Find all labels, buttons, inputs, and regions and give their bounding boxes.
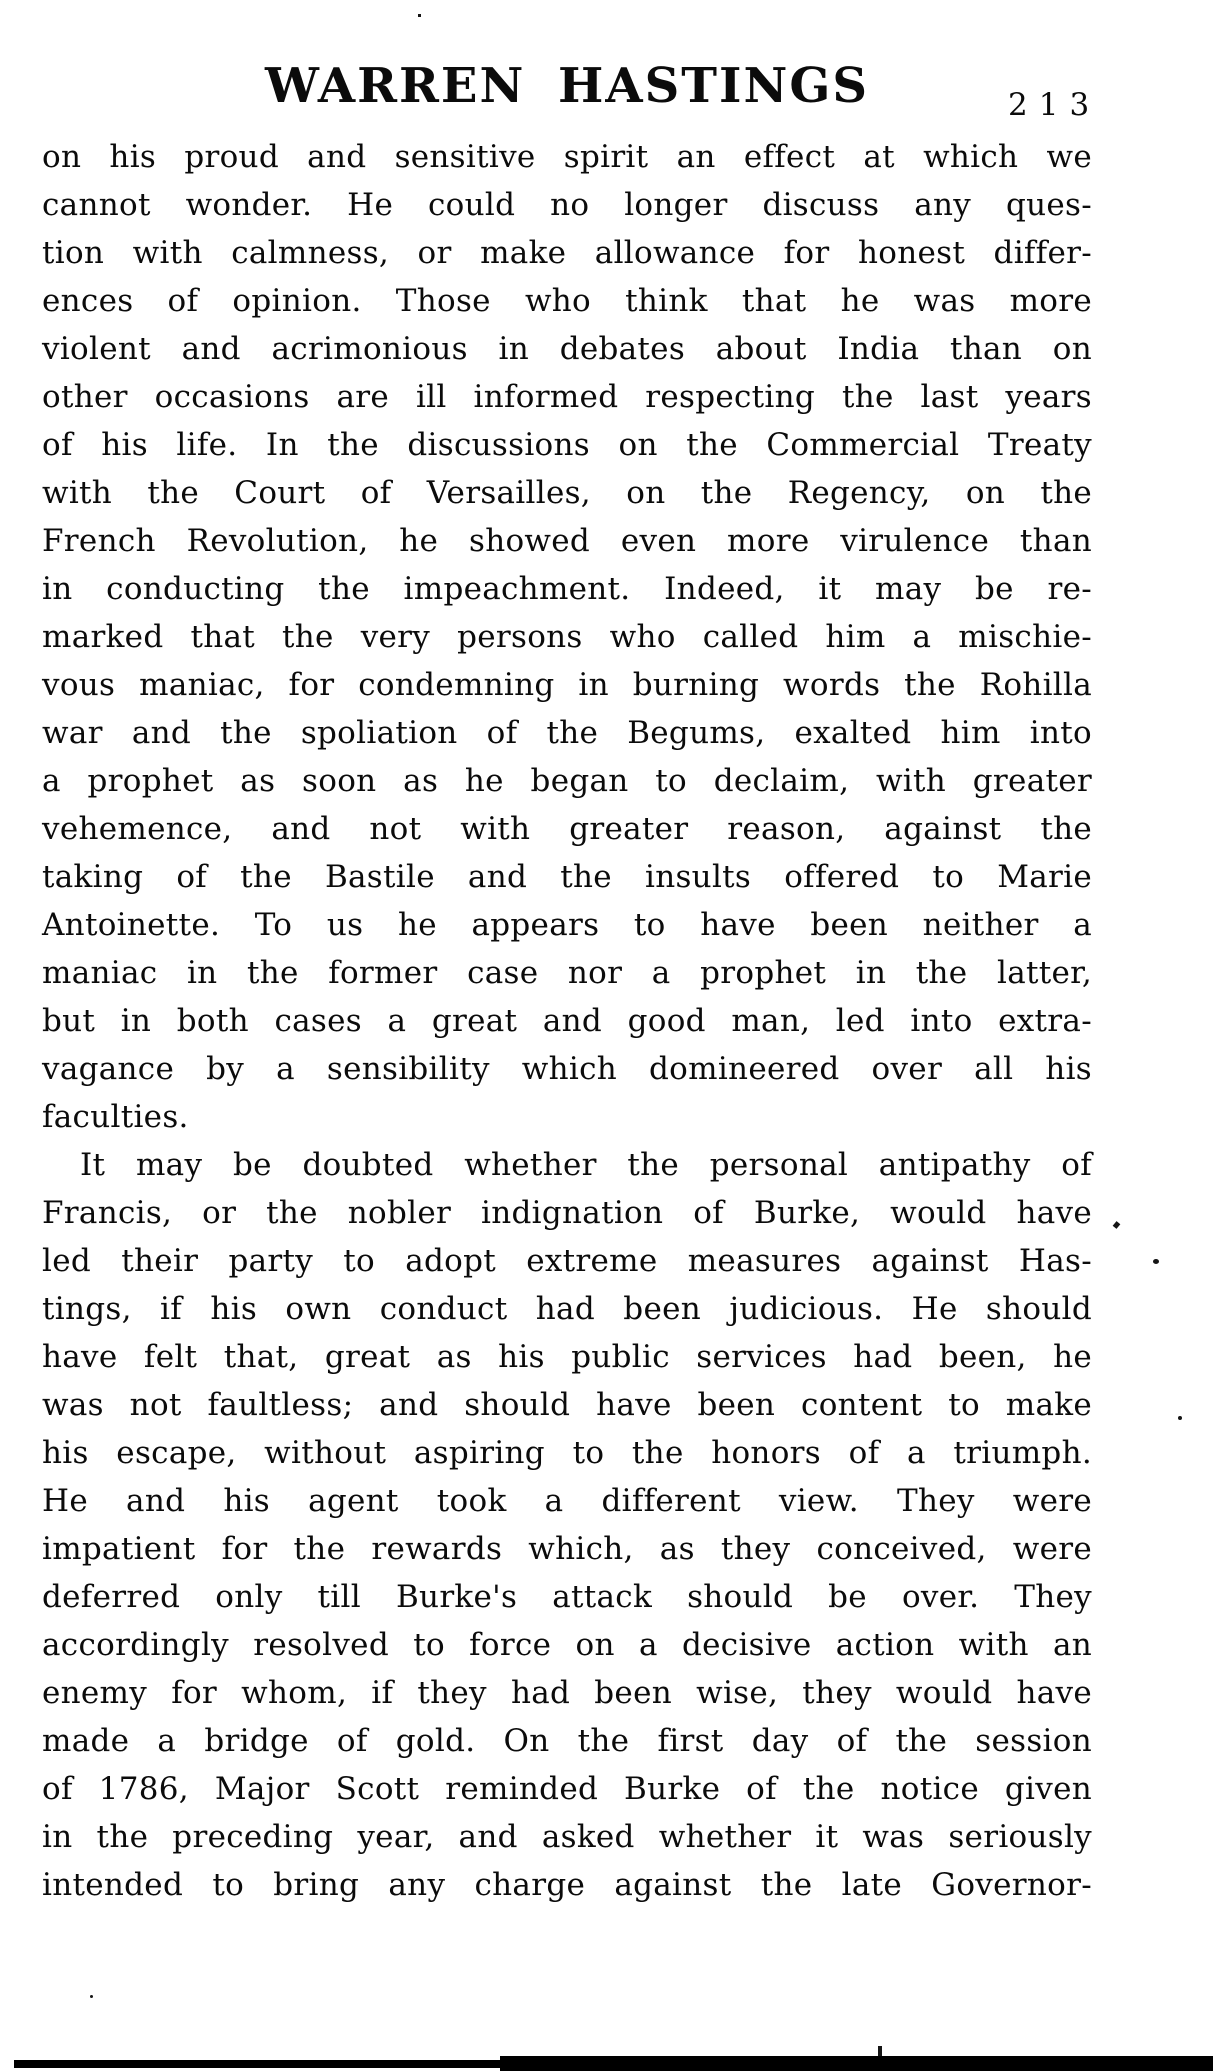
text-line: have felt that, great as his public services had been, he	[42, 1339, 1092, 1375]
text-line: vous maniac, for condemning in burning words the Rohilla	[42, 667, 1092, 703]
text-line: was not faultless; and should have been content to make	[42, 1387, 1092, 1423]
text-line: violent and acrimonious in debates about India than on	[42, 331, 1092, 367]
text-line: of his life. In the discussions on the Commercial Treaty	[42, 427, 1092, 463]
text-line: but in both cases a great and good man, led into extra-	[42, 1003, 1092, 1039]
text-line: made a bridge of gold. On the first day of the session	[42, 1723, 1092, 1759]
text-line: in conducting the impeachment. Indeed, it may be re-	[42, 571, 1092, 607]
text-line: with the Court of Versailles, on the Regency, on the	[42, 475, 1092, 511]
text-line: tings, if his own conduct had been judicious. He should	[42, 1291, 1092, 1327]
text-line: French Revolution, he showed even more virulence than	[42, 523, 1092, 559]
ink-speck	[1178, 1416, 1182, 1420]
page-body	[42, 133, 1092, 1909]
text-line: impatient for the rewards which, as they conceived, were	[42, 1531, 1092, 1567]
text-line: It may be doubted whether the personal antipathy of	[80, 1147, 1092, 1183]
ink-speck	[1153, 1259, 1159, 1264]
page-title: WARREN HASTINGS	[265, 58, 869, 114]
text-line: cannot wonder. He could no longer discuss any ques-	[42, 187, 1092, 223]
page-number: 213	[1008, 87, 1101, 123]
text-line: tion with calmness, or make allowance for honest differ-	[42, 235, 1092, 271]
text-line: Francis, or the nobler indignation of Burke, would have	[42, 1195, 1092, 1231]
ink-speck	[418, 14, 421, 17]
text-line: maniac in the former case nor a prophet in the latter,	[42, 955, 1092, 991]
text-line: intended to bring any charge against the late Governor-	[42, 1867, 1092, 1903]
text-line: led their party to adopt extreme measures against Has-	[42, 1243, 1092, 1279]
scan-edge-bar	[500, 2056, 1213, 2071]
text-line: in the preceding year, and asked whether it was seriously	[42, 1819, 1092, 1855]
text-line: enemy for whom, if they had been wise, they would have	[42, 1675, 1092, 1711]
text-line: ences of opinion. Those who think that he was more	[42, 283, 1092, 319]
text-line: his escape, without aspiring to the honors of a triumph.	[42, 1435, 1092, 1471]
text-line: of 1786, Major Scott reminded Burke of the notice given	[42, 1771, 1092, 1807]
text-line: vagance by a sensibility which domineered over all his	[42, 1051, 1092, 1087]
ink-speck	[878, 2046, 882, 2056]
text-line: a prophet as soon as he began to declaim, with greater	[42, 763, 1092, 799]
text-line: vehemence, and not with greater reason, against the	[42, 811, 1092, 847]
ink-speck	[1113, 1221, 1121, 1229]
text-line: other occasions are ill informed respecting the last years	[42, 379, 1092, 415]
text-line: He and his agent took a different view. They were	[42, 1483, 1092, 1519]
text-line: marked that the very persons who called him a mischie-	[42, 619, 1092, 655]
text-line: faculties.	[42, 1099, 189, 1135]
scan-edge-bar	[14, 2060, 506, 2068]
text-line: Antoinette. To us he appears to have been neither a	[42, 907, 1092, 943]
text-line: war and the spoliation of the Begums, exalted him into	[42, 715, 1092, 751]
text-line: accordingly resolved to force on a decisive action with an	[42, 1627, 1092, 1663]
text-line: taking of the Bastile and the insults offered to Marie	[42, 859, 1092, 895]
text-line: on his proud and sensitive spirit an effect at which we	[42, 139, 1092, 175]
text-line: deferred only till Burke's attack should be over. They	[42, 1579, 1092, 1615]
ink-speck	[90, 1995, 93, 1998]
